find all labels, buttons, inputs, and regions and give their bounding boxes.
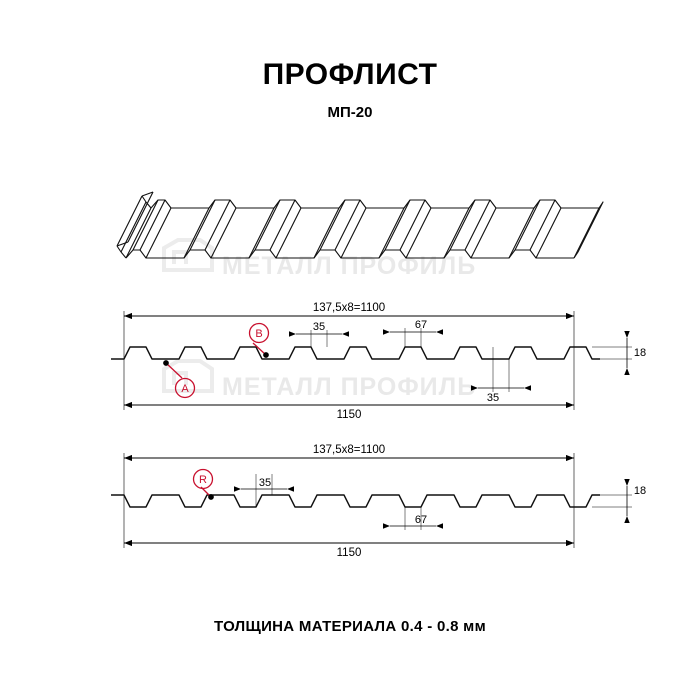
isometric-sheet xyxy=(117,192,603,258)
profile-a-top-dimension-label: 137,5x8=1100 xyxy=(312,302,386,314)
profile-a-height-label: 18 xyxy=(633,347,647,359)
model-name: МП-20 xyxy=(327,104,373,121)
profile-r-bottom-dimension-label: 1150 xyxy=(336,547,362,559)
profile-a-step-right-label: 35 xyxy=(486,392,500,404)
profile-r-drawing xyxy=(111,444,646,559)
profile-r-top-dimension-label: 137,5x8=1100 xyxy=(312,444,386,456)
profile-a-step-left-label: 35 xyxy=(312,321,326,333)
watermark-text-2: МЕТАЛЛ ПРОФИЛЬ xyxy=(222,373,477,401)
watermark-text-1: МЕТАЛЛ ПРОФИЛЬ xyxy=(222,252,477,280)
page-title: ПРОФЛИСТ xyxy=(262,58,438,91)
profile-r-callout-r-label: R xyxy=(199,474,207,486)
profile-a-callout-b-label: B xyxy=(255,328,263,340)
profile-a-drawing xyxy=(111,302,646,421)
profile-a-callout-a-label: A xyxy=(181,383,189,395)
profile-a-crest-label: 67 xyxy=(414,319,428,331)
profile-a-bottom-dimension-label: 1150 xyxy=(336,409,362,421)
profile-r-height-label: 18 xyxy=(633,485,647,497)
profile-r-crest-label: 67 xyxy=(414,514,428,526)
profile-r-step-label: 35 xyxy=(258,477,272,489)
material-thickness-note: ТОЛЩИНА МАТЕРИАЛА 0.4 - 0.8 мм xyxy=(214,618,486,635)
